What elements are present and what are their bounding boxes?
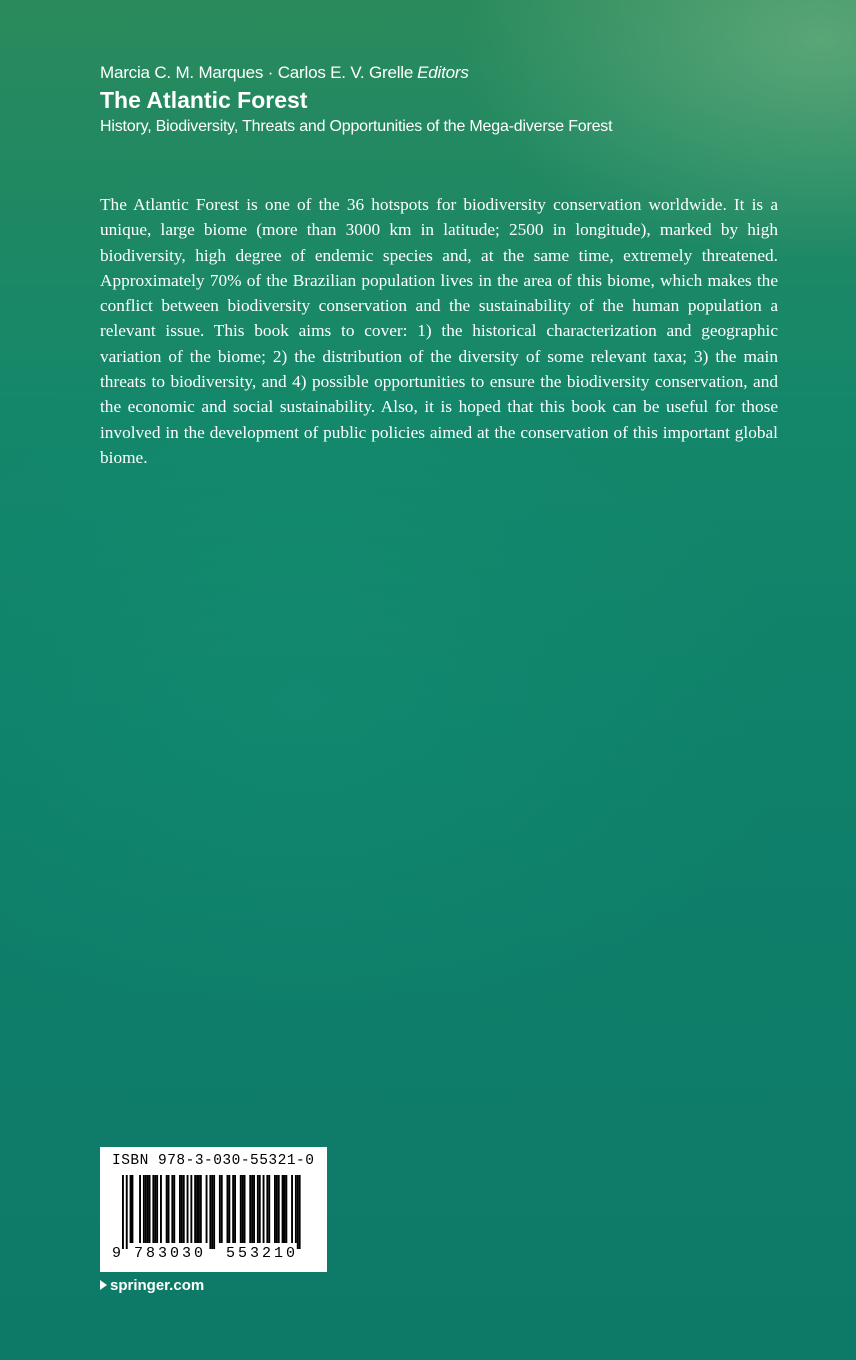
barcode-digits-left: 783030 [134,1245,207,1262]
barcode-digit-first: 9 [112,1245,122,1262]
barcode-bar [198,1175,200,1243]
barcode-bar [249,1175,251,1243]
barcode-bar [206,1175,208,1243]
play-arrow-icon [100,1280,107,1290]
barcode-bar [200,1175,202,1243]
barcode-bar [160,1175,162,1243]
barcode-bar [171,1175,173,1243]
barcode-bar [232,1175,234,1243]
barcode-bar [227,1175,229,1243]
barcode-bar [187,1175,189,1243]
barcode-bar [149,1175,151,1243]
barcode-bar [284,1175,286,1243]
editor-names: Marcia C. M. Marques · Carlos E. V. Grelle [100,63,414,82]
barcode-bar [130,1175,132,1243]
isbn-barcode [100,1147,327,1272]
editors-role: Editors [417,63,469,82]
barcode-bar [251,1175,253,1243]
barcode-bar [299,1175,301,1249]
barcode-bar [240,1175,242,1243]
barcode-bar [179,1175,181,1243]
book-description: The Atlantic Forest is one of the 36 hotspots for biodiversity conservation worldwide. It is a unique, large biome (more than 3000 km in latitude; 2500 in longitude), marked by high biodiversity, high degree of endemic species and, at the same time, extremely threatened. Approximately 70% of the Brazilian population lives in the area of this biome, which makes the conflict between biodiversity conservation and the sustainability of the human population a relevant issue. This book aims to cover: 1) the historical characterization and geographic variation of the biome; 2) the distribution of the diversity of some relevant taxa; 3) the main threats to biodiversity, and 4) possible opportunities to ensure the biodiversity conservation, and the economic and social sustainability. Also, it is hoped that this book can be useful for those involved in the development of public policies aimed at the conservation of this important global biome. [100,195,778,467]
book-subtitle: History, Biodiversity, Threats and Opportunities of the Mega-diverse Forest [100,118,613,135]
barcode-bar [132,1175,134,1243]
barcode-bar [166,1175,168,1243]
publisher-link-text[interactable]: springer.com [110,1277,205,1294]
cover-header [100,62,800,138]
barcode-bar [145,1175,147,1243]
barcode-bar [228,1175,230,1243]
barcode-bar [276,1175,278,1243]
isbn-label: ISBN 978-3-030-55321-0 [112,1153,315,1169]
barcode-bar [242,1175,244,1243]
barcode-bar [234,1175,236,1243]
barcode-bar [213,1175,215,1249]
barcode-bar [173,1175,175,1243]
barcode-bar [268,1175,270,1243]
barcode-bar [257,1175,259,1243]
barcode-bar [263,1175,265,1243]
barcode-bar [190,1175,192,1243]
barcode-bar [219,1175,221,1243]
editors-line [100,62,800,84]
barcode-bar [295,1175,297,1243]
barcode-bar [139,1175,141,1243]
barcode-bar [285,1175,287,1243]
barcode-bar [168,1175,170,1243]
barcode-bar [266,1175,268,1243]
barcode-bar [244,1175,246,1243]
barcode-bar [183,1175,185,1243]
barcode-bar [282,1175,284,1243]
barcode-bar [147,1175,149,1243]
barcode-bar [181,1175,183,1243]
barcode-digits-right: 553210 [226,1245,299,1262]
barcode-bar [152,1175,154,1243]
barcode-bar [297,1175,299,1249]
barcode-bar [154,1175,156,1243]
barcode-bar [122,1175,124,1249]
barcode-bar [221,1175,223,1243]
barcode-bar [194,1175,196,1243]
barcode-bar [156,1175,158,1243]
barcode-bar [278,1175,280,1243]
barcode-bar [274,1175,276,1243]
barcode-bar [253,1175,255,1243]
barcode-bar [259,1175,261,1243]
publisher-link[interactable] [100,1277,204,1295]
barcode-bar [211,1175,213,1249]
barcode-bar [196,1175,198,1243]
book-title: The Atlantic Forest [100,87,308,113]
barcode-bar [291,1175,293,1243]
barcode-bar [126,1175,128,1249]
barcode-bar [143,1175,145,1243]
barcode-bar [209,1175,211,1249]
